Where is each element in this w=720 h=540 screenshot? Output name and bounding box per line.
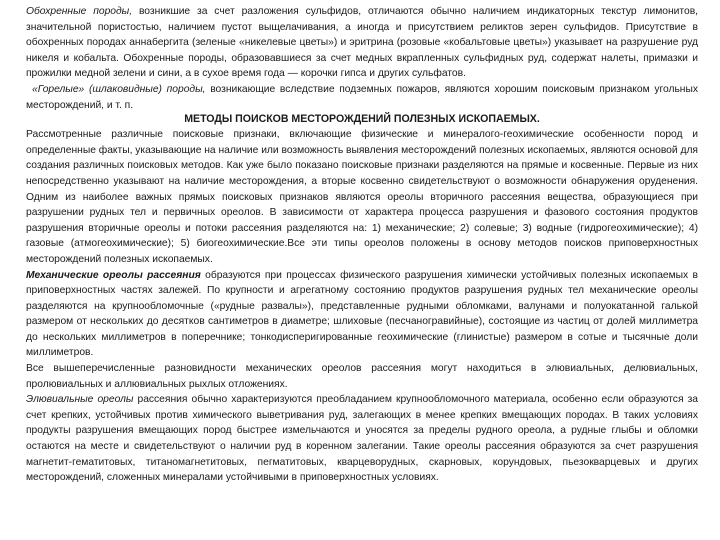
- paragraph-oxidized-rocks: [26, 4, 698, 82]
- term-oxidized-rocks: Обохренные породы,: [26, 6, 133, 17]
- paragraph-oxidized-rocks-text: возникшие за счет разложения сульфидов, отличаются обычно наличием индикаторных текстур лимонитов, значительной пористостью, наличием пустот выщелачивания, а иногда и присутствием реликтов зерен сульфидов. Присутствие в обохренных породах аннабергита (зеленые «никелевые цветы») и эритрина (розовые «кобальтовые цветы») указывает на разрушение руд никеля и кобальта. Обохренные породы, образовавшиеся за счет медных вкрапленных сульфидных руд, содержат налеты, примазки и прожилки медной зелени и сини, а в сухое время года — корочки гипса и других сульфатов.: [26, 6, 698, 80]
- paragraph-burnt-rocks: [26, 82, 698, 113]
- paragraph-eluvial-halos: [26, 392, 698, 486]
- paragraph-eluvial-halos-text: рассеяния обычно характеризуются преобладанием крупнообломочного материала, особенно если образуются за счет крепких, устойчивых против химического выветривания руд, залегающих в менее крепких вмещающих породах. В таких условиях продукты разрушения вмещающих пород быстрее измельчаются и уносятся за пределы рудного ореола, а рудные глыбы и обломки остаются на месте и свидетельствуют о наличии руд в коренном залегании. Такие ореолы рассеяния образуются за счет разрушения магнетит-гематитовых, титаномагнетитовых, пегматитовых, кварцеворудных, скарновых, корундовых, пьезокварцевых и других месторождений, сложенных минералами устойчивыми в приповерхностных условиях.: [26, 394, 698, 484]
- paragraph-mechanical-halos-text: образуются при процессах физического разрушения химически устойчивых полезных ископаемых в приповерхностных частях залежей. По крупности и агрегатному состоянию продуктов разрушения рудных тел механические ореолы разделяются на крупнообломочные («рудные развалы»), представленные рудными обломками, валунами и полуокатанной галькой размером от нескольких до десятков сантиметров в диаметре; шлиховые (песчаногравийные), состоящие из частиц от долей миллиметра до нескольких миллиметров в поперечнике; тонкодисперигированные геохимические (глинистые) размером в сотые и тысячные доли миллиметров.: [26, 269, 698, 359]
- section-heading: МЕТОДЫ ПОИСКОВ МЕСТОРОЖДЕНИЙ ПОЛЕЗНЫХ ИСКОПАЕМЫХ.: [184, 113, 540, 126]
- term-eluvial-halos: Элювиальные ореолы: [26, 394, 134, 406]
- paragraph-deposit-types: Все вышеперечисленные разновидности механических ореолов рассеяния могут находиться в элювиальных, делювиальных, пролювиальных и аллювиальных рыхлых отложениях.: [26, 363, 698, 390]
- paragraph-burnt-rocks-text: возникающие вследствие подземных пожаров, являются хорошим поисковым признаком угольных месторождений, и т. п.: [26, 83, 698, 111]
- paragraph-mechanical-halos: [26, 268, 698, 362]
- term-burnt-rocks: «Горелые» (шлаковидные) породы,: [32, 83, 206, 95]
- paragraph-search-features: Рассмотренные различные поисковые признаки, включающие физические и минералого-геохимические особенности пород и определенные факты, указывающие на наличие или возможность выявления месторождений полезных ископаемых, являются основой для создания различных поисковых методов. Как уже было показано поисковые признаки разделяются на прямые и косвенные. Первые из них непосредственно указывают на наличие месторождения, а вторые косвенно свидетельствуют о возможности обнаружения оруденения. Одним из наиболее важных прямых поисковых признаков являются ореолы вторичного рассеяния вещества, образующиеся при разрушении рудных тел и первичных ореолов. В зависимости от характера процесса разрушения и фазового состояния продуктов разрушения вторичные ореолы и потоки рассеяния разделяются на: 1) механические; 2) солевые; 3) водные (гидрогеохимические); 4) газовые (атмогеохимические); 5) биогеохимические.Все эти типы ореолов положены в основу методов поисков приповерхностных месторождений полезных ископаемых.: [26, 129, 698, 265]
- term-mechanical-halos: Механические ореолы рассеяния: [26, 269, 201, 281]
